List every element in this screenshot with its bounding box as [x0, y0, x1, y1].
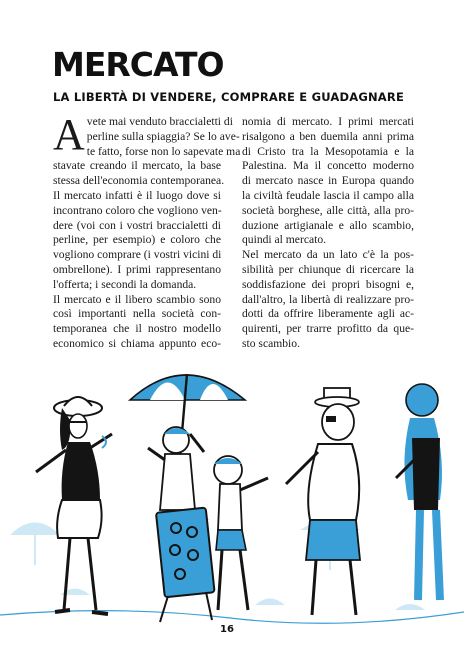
text-line: Il mercato e il libero scambio sono: [53, 292, 221, 306]
text-line: stessa dell'economia contemporanea.: [53, 174, 225, 188]
text-line: nomia di mercato. I primi mercati: [242, 115, 414, 128]
text-line: così importanti nella società con-: [53, 307, 221, 321]
chapter-subtitle: LA LIBERTÀ DI VENDERE, COMPRARE E GUADAGNARE: [53, 90, 405, 104]
text-line: duzione artigianale e allo scambio,: [242, 218, 414, 232]
boy-figure: [214, 456, 268, 610]
bracelet-display-board: [156, 508, 215, 622]
text-line: dere (voi con i vostri braccialetti di: [53, 218, 221, 232]
text-line: te fatto, forse non lo sapevate ma: [86, 144, 241, 158]
text-line: temporanea che il nostro modello: [53, 322, 221, 336]
text-line: vogliono comprare (i vostri vicini di: [53, 248, 222, 262]
text-line: sibilità per chiunque di ricercare la: [242, 262, 414, 276]
text-line: perline sulla spiaggia? Se lo ave-: [86, 129, 240, 143]
text-column-right: [242, 115, 414, 352]
beach-market-illustration: [0, 360, 464, 652]
text-line: Nel mercato da un lato c'è la pos-: [242, 248, 414, 262]
text-line: l'offerta; i secondi la domanda.: [53, 277, 197, 291]
text-line: soddisfazione dei propri bisogni e,: [242, 277, 414, 291]
text-line: risalgono a ben duemila anni prima: [242, 129, 414, 143]
text-line: sto scambio.: [242, 336, 300, 350]
text-line: dotti da offrire liberamente agli ac-: [242, 307, 414, 321]
text-line: Palestina. Ma il concetto moderno: [242, 159, 414, 173]
woman-with-hat-figure: [36, 397, 112, 614]
text-line: quirenti, per trarre profitto da que-: [242, 322, 414, 336]
drop-cap: A: [53, 110, 85, 159]
man-with-hat-figure: [286, 388, 360, 615]
text-line: Il mercato infatti è il luogo dove si: [53, 188, 221, 202]
text-line: quindi al mercato.: [242, 233, 327, 247]
text-line: di mercato nasce in Europa quando: [242, 174, 414, 188]
text-line: perline, per esempio) e coloro che: [53, 233, 221, 247]
text-column-left: [53, 110, 241, 352]
text-line: ombrellone). I primi rappresentano: [53, 262, 221, 276]
text-line: di Cristo tra la Mesopotamia e la: [242, 144, 414, 158]
text-line: stavate creando il mercato, la base: [53, 159, 221, 173]
text-line: la civiltà feudale lascia il campo alla: [242, 188, 414, 202]
text-line: dall'altro, la libertà di realizzare pro-: [242, 292, 414, 306]
woman-in-swimsuit-figure: [396, 384, 442, 600]
chapter-title: MERCATO: [52, 45, 224, 84]
page-number: 16: [220, 624, 234, 635]
text-line: vete mai venduto braccialetti di: [86, 115, 233, 128]
text-line: incontrano coloro che vogliono ven-: [53, 203, 222, 217]
text-line: società borghese, alle città, alla pro-: [242, 203, 414, 217]
text-line: economico si chiama appunto eco-: [53, 336, 221, 350]
